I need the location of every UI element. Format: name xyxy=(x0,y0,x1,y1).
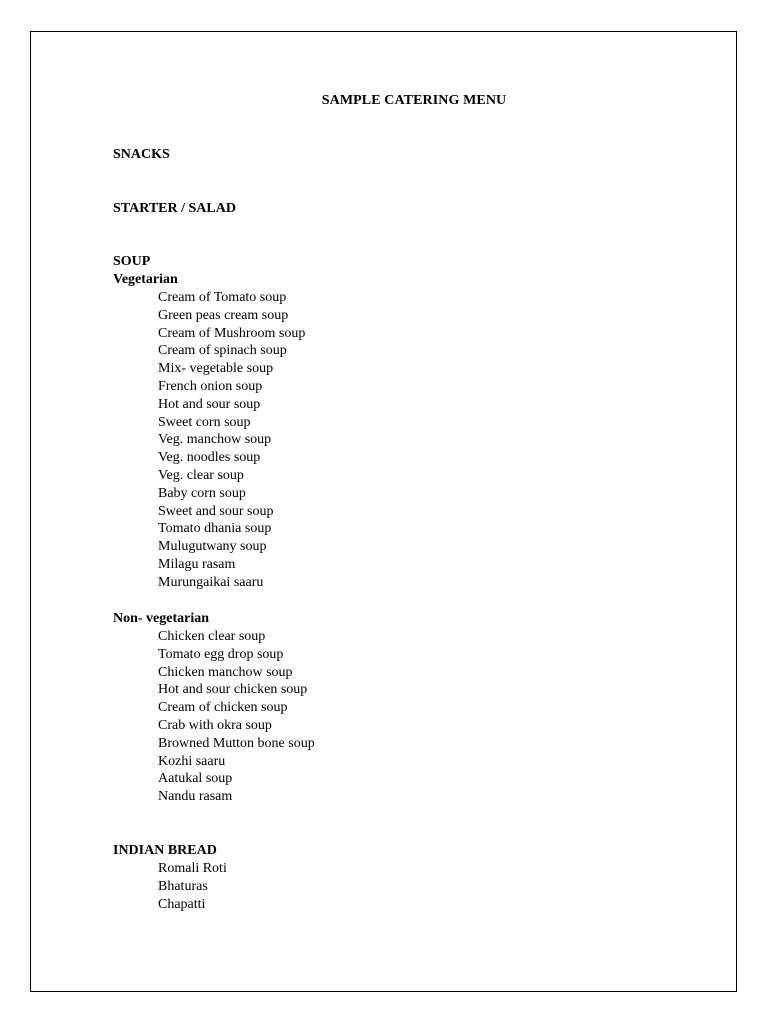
list-item: Mulugutwany soup xyxy=(158,539,267,555)
list-item: Murungaikai saaru xyxy=(158,574,264,590)
list-item: Milagu rasam xyxy=(158,556,236,572)
list-item: Browned Mutton bone soup xyxy=(158,735,315,751)
list-item: Aatukal soup xyxy=(158,771,233,787)
list-item: Cream of spinach soup xyxy=(158,343,287,359)
list-item: French onion soup xyxy=(158,378,263,394)
subhead-vegetarian: Vegetarian xyxy=(113,272,178,287)
section-soup: SOUP xyxy=(113,254,151,269)
list-item: Tomato egg drop soup xyxy=(158,646,284,662)
list-item: Romali Roti xyxy=(158,861,227,876)
list-item: Hot and sour soup xyxy=(158,396,261,412)
list-item: Cream of Mushroom soup xyxy=(158,325,306,341)
list-item: Veg. manchow soup xyxy=(158,432,272,448)
list-item: Nandu rasam xyxy=(158,789,233,805)
subhead-non-vegetarian: Non- vegetarian xyxy=(113,611,210,626)
list-item: Green peas cream soup xyxy=(158,307,289,323)
section-indian-bread: INDIAN BREAD xyxy=(113,843,217,858)
list-item: Veg. noodles soup xyxy=(158,450,261,466)
list-item: Chapatti xyxy=(158,896,206,912)
non-vegetarian-soup-list xyxy=(158,628,315,806)
list-item: Sweet and sour soup xyxy=(158,503,274,519)
list-item: Baby corn soup xyxy=(158,485,246,501)
list-item: Bhaturas xyxy=(158,878,208,894)
section-snacks: SNACKS xyxy=(113,147,170,162)
indian-bread-list xyxy=(158,860,227,913)
list-item: Chicken clear soup xyxy=(158,629,266,644)
list-item: Kozhi saaru xyxy=(158,753,226,769)
menu-title: SAMPLE CATERING MENU xyxy=(321,93,507,108)
list-item: Cream of Tomato soup xyxy=(158,290,287,305)
list-item: Hot and sour chicken soup xyxy=(158,682,308,698)
list-item: Veg. clear soup xyxy=(158,467,244,483)
document-page xyxy=(30,31,737,992)
list-item: Mix- vegetable soup xyxy=(158,361,274,377)
list-item: Sweet corn soup xyxy=(158,414,251,430)
list-item: Cream of chicken soup xyxy=(158,700,288,716)
list-item: Chicken manchow soup xyxy=(158,664,293,680)
list-item: Crab with okra soup xyxy=(158,717,272,733)
list-item: Tomato dhania soup xyxy=(158,521,272,537)
section-starter-salad: STARTER / SALAD xyxy=(113,201,236,216)
vegetarian-soup-list xyxy=(158,289,305,592)
